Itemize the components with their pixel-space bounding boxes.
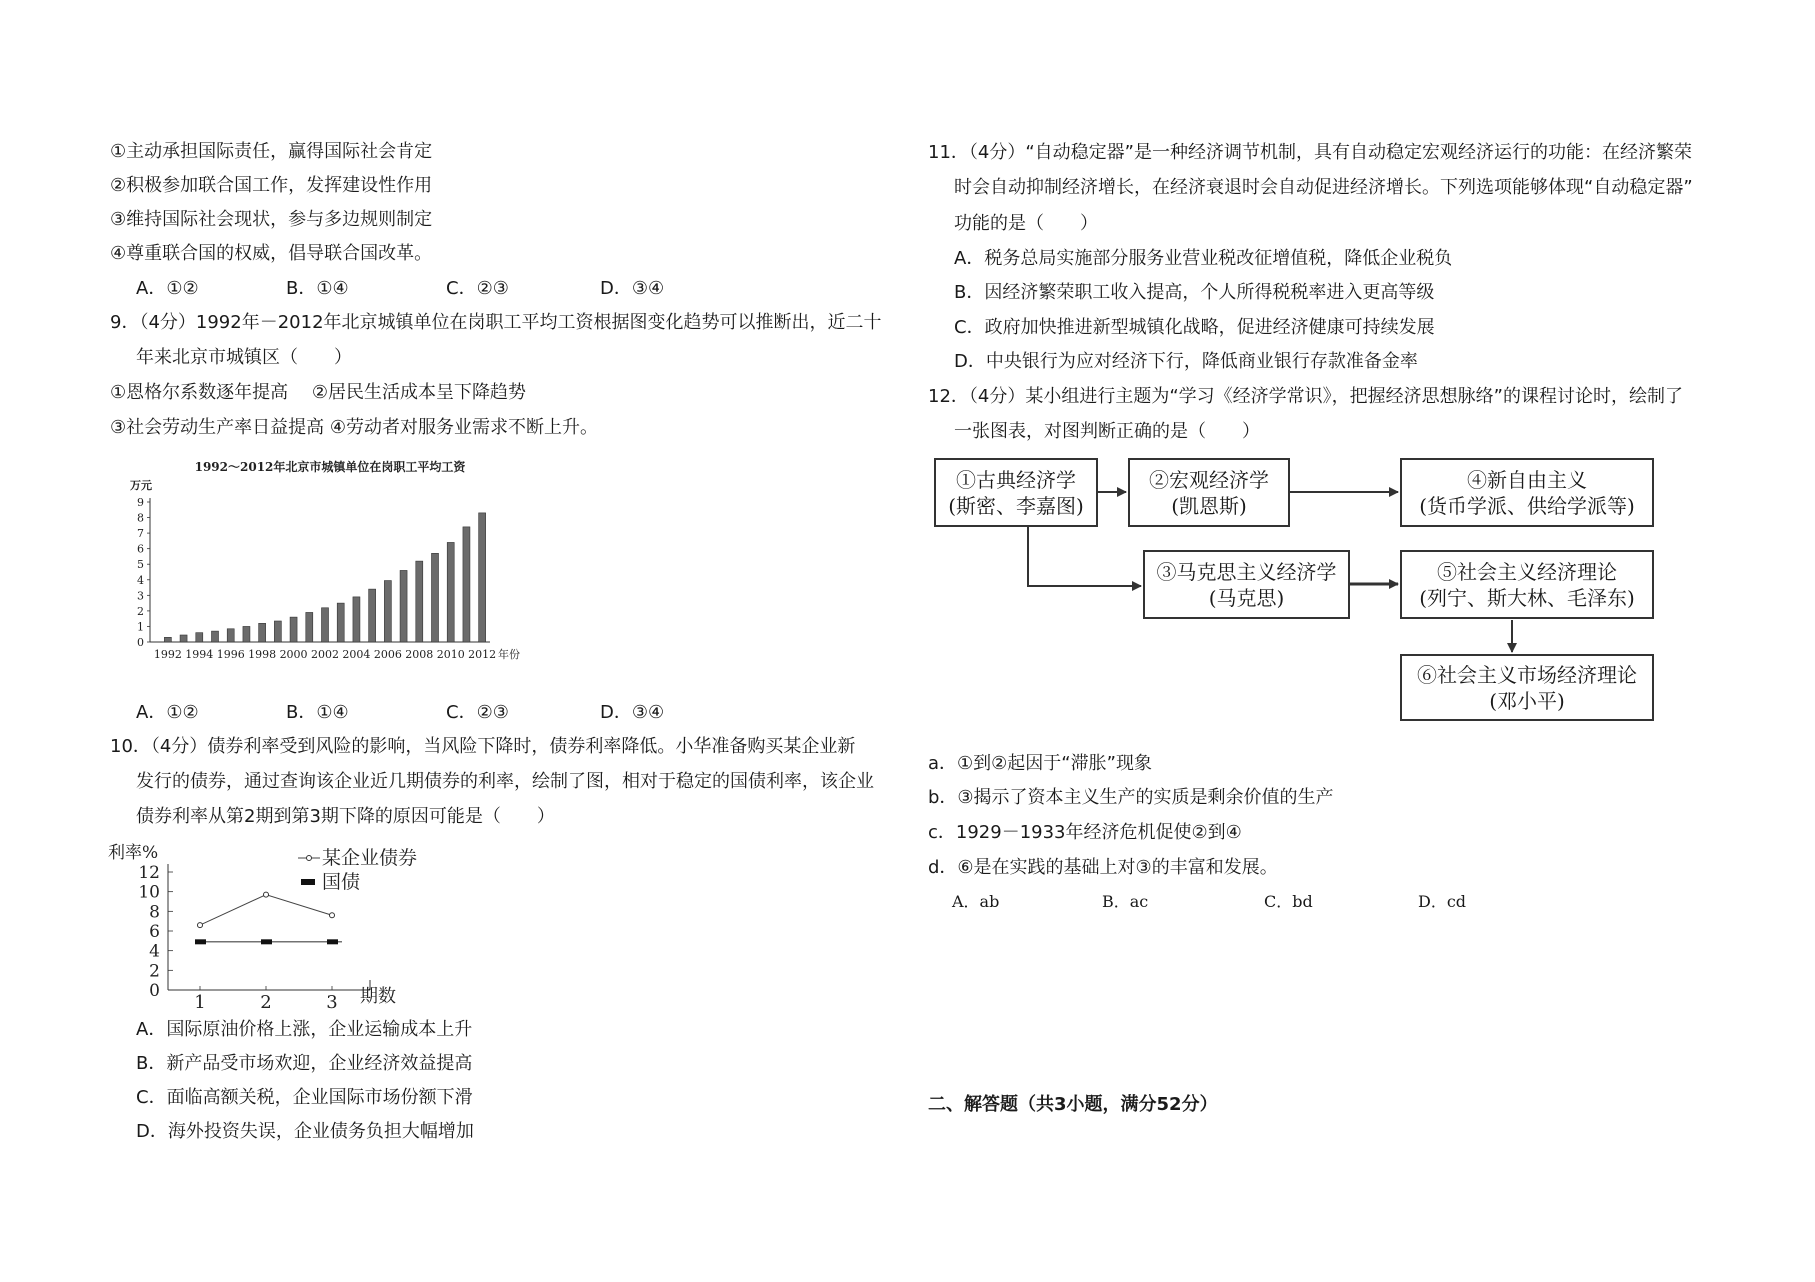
q11-stem-line-1: 11．（4分）“自动稳定器”是一种经济调节机制，具有自动稳定宏观经济运行的功能：在经济繁荣 — [928, 142, 1693, 163]
diagram-box-macro — [1128, 458, 1290, 527]
box-neoliberal-title: ④新自由主义 — [1467, 468, 1587, 492]
bar-x-tick-label: 2012 — [468, 648, 497, 661]
q8-item-2: ②积极参加联合国工作，发挥建设性作用 — [110, 175, 433, 196]
q10-option-c: C．面临高额关税，企业国际市场份额下滑 — [136, 1087, 473, 1108]
box-classical-title: ①古典经济学 — [956, 468, 1076, 492]
q12-item-b: b．③揭示了资本主义生产的实质是剩余价值的生产 — [928, 787, 1334, 808]
diagram-box-socialist — [1400, 550, 1654, 619]
legend-corporate-bond-label: 某企业债券 — [322, 847, 418, 869]
bar-x-tick-label: 1992 — [153, 648, 182, 661]
box-market-socialist-title: ⑥社会主义市场经济理论 — [1417, 663, 1637, 687]
q11-option-b: B．因经济繁荣职工收入提高，个人所得税税率进入更高等级 — [954, 282, 1435, 303]
bar-x-tick-label: 2006 — [373, 648, 402, 661]
bar-y-tick-label: 1 — [137, 620, 144, 634]
q12-option-b: B．ac — [1102, 892, 1149, 911]
bar-x-tick-label: 2010 — [436, 648, 465, 661]
q8-item-4: ④尊重联合国的权威，倡导联合国改革。 — [110, 243, 433, 264]
line-y-tick-label: 4 — [149, 941, 160, 962]
q9-stem-line-2: 年来北京市城镇区（ ） — [136, 347, 352, 368]
box-marxist-title: ③马克思主义经济学 — [1156, 560, 1337, 584]
q9-stem-line-1: 9．（4分）1992年－2012年北京城镇单位在岗职工平均工资根据图变化趋势可以推断出，近二十 — [110, 312, 882, 333]
bar-y-tick-label: 6 — [137, 542, 144, 556]
q12-item-a: a．①到②起因于“滞胀”现象 — [928, 753, 1152, 774]
bar-x-tick-label: 1996 — [216, 648, 245, 661]
bar-y-tick-label: 9 — [137, 496, 144, 509]
diagram-box-marxist — [1143, 550, 1350, 619]
line-y-tick-label: 6 — [149, 922, 160, 942]
q9-option-b: B．①④ — [286, 702, 349, 723]
box-marxist-authors: (马克思) — [1208, 586, 1285, 610]
q10-option-b: B．新产品受市场欢迎，企业经济效益提高 — [136, 1053, 473, 1074]
line-chart-xlabel: 期数 — [360, 986, 396, 1007]
q9-option-a: A．①② — [136, 702, 199, 723]
bar-y-tick-label: 4 — [137, 573, 144, 587]
bar-y-tick-label: 7 — [137, 527, 144, 541]
bar-y-tick-label: 0 — [137, 636, 144, 649]
line-y-tick-label: 2 — [149, 961, 160, 982]
q9-item-line-1: ①恩格尔系数逐年提高 ②居民生活成本呈下降趋势 — [110, 382, 526, 403]
line-y-tick-label: 0 — [149, 981, 160, 1001]
bar-y-tick-label: 2 — [137, 604, 144, 618]
q8-option-d: D．③④ — [600, 278, 665, 299]
q8-option-b: B．①④ — [286, 278, 349, 299]
q12-stem-line-2: 一张图表，对图判断正确的是（ ） — [954, 421, 1260, 442]
legend-treasury-label: 国债 — [322, 871, 361, 893]
q10-option-d: D．海外投资失误，企业债务负担大幅增加 — [136, 1121, 474, 1142]
bar-x-tick-label: 1994 — [185, 648, 214, 661]
box-neoliberal-authors: (货币学派、供给学派等) — [1419, 494, 1635, 518]
line-y-tick-label: 10 — [138, 882, 160, 903]
q12-option-c: C．bd — [1264, 892, 1313, 911]
q12-item-d: d．⑥是在实践的基础上对③的丰富和发展。 — [928, 857, 1278, 878]
box-socialist-title: ⑤社会主义经济理论 — [1437, 560, 1617, 584]
q12-option-d: D．cd — [1418, 892, 1467, 911]
line-x-tick-label: 1 — [194, 992, 206, 1010]
q10-stem-line-3: 债券利率从第2期到第3期下降的原因可能是（ ） — [136, 806, 555, 827]
bar-chart-xlabel: 年份 — [498, 648, 520, 661]
bar-y-tick-label: 5 — [137, 558, 144, 572]
line-y-tick-label: 12 — [138, 863, 160, 883]
q10-stem-line-1: 10．（4分）债券利率受到风险的影响，当风险下降时，债券利率降低。小华准备购买某企业新 — [110, 736, 856, 757]
line-chart-ylabel: 利率% — [108, 843, 159, 863]
q11-option-c: C．政府加快推进新型城镇化战略，促进经济健康可持续发展 — [954, 317, 1435, 338]
q10-option-a: A．国际原油价格上涨，企业运输成本上升 — [136, 1019, 473, 1040]
bar-x-tick-label: 2000 — [279, 648, 308, 661]
diagram-box-neoliberal — [1400, 458, 1654, 527]
box-socialist-authors: (列宁、斯大林、毛泽东) — [1419, 586, 1635, 610]
section-2-heading: 二、解答题（共3小题，满分52分） — [928, 1094, 1218, 1115]
bar-chart-ylabel: 万元 — [130, 479, 152, 492]
q8-item-3: ③维持国际社会现状，参与多边规则制定 — [110, 209, 433, 230]
q10-stem-line-2: 发行的债券，通过查询该企业近几期债券的利率，绘制了图，相对于稳定的国债利率，该企业 — [136, 771, 874, 792]
box-market-socialist-authors: (邓小平) — [1489, 689, 1565, 713]
box-macro-title: ②宏观经济学 — [1149, 468, 1269, 492]
line-x-tick-label: 3 — [326, 992, 338, 1010]
q9-option-c: C．②③ — [446, 702, 509, 723]
q11-stem-line-2: 时会自动抑制经济增长，在经济衰退时会自动促进经济增长。下列选项能够体现“自动稳定器” — [954, 177, 1693, 198]
bar-x-tick-label: 2004 — [342, 648, 371, 661]
bar-x-tick-label: 2002 — [311, 648, 339, 661]
line-x-tick-label: 2 — [260, 992, 272, 1010]
line-y-tick-label: 8 — [149, 902, 160, 923]
q11-option-d: D．中央银行为应对经济下行，降低商业银行存款准备金率 — [954, 351, 1418, 372]
q9-item-line-2: ③社会劳动生产率日益提高 ④劳动者对服务业需求不断上升。 — [110, 417, 598, 438]
q12-stem-line-1: 12．（4分）某小组进行主题为“学习《经济学常识》，把握经济思想脉络”的课程讨论时，绘制了 — [928, 386, 1684, 407]
q8-item-1: ①主动承担国际责任，赢得国际社会肯定 — [110, 141, 433, 162]
diagram-box-classical — [934, 458, 1098, 527]
q11-option-a: A．税务总局实施部分服务业营业税改征增值税，降低企业税负 — [954, 248, 1453, 269]
bar-chart-title: 1992～2012年北京市城镇单位在岗职工平均工资 — [194, 460, 466, 474]
box-macro-authors: (凯恩斯) — [1171, 494, 1247, 518]
bar-y-tick-label: 8 — [137, 511, 144, 525]
bar-x-tick-label: 1998 — [248, 648, 277, 661]
q11-stem-line-3: 功能的是（ ） — [954, 213, 1098, 234]
bar-x-tick-label: 2008 — [405, 648, 434, 661]
q12-option-a: A．ab — [952, 892, 1000, 911]
bar-y-tick-label: 3 — [137, 589, 144, 603]
q9-option-d: D．③④ — [600, 702, 665, 723]
q8-option-c: C．②③ — [446, 278, 509, 299]
q8-option-a: A．①② — [136, 278, 199, 299]
diagram-box-market-socialist — [1400, 654, 1654, 721]
arrow-1-to-3 — [1028, 527, 1141, 586]
q12-item-c: c．1929－1933年经济危机促使②到④ — [928, 822, 1242, 843]
box-classical-authors: (斯密、李嘉图) — [948, 494, 1084, 518]
